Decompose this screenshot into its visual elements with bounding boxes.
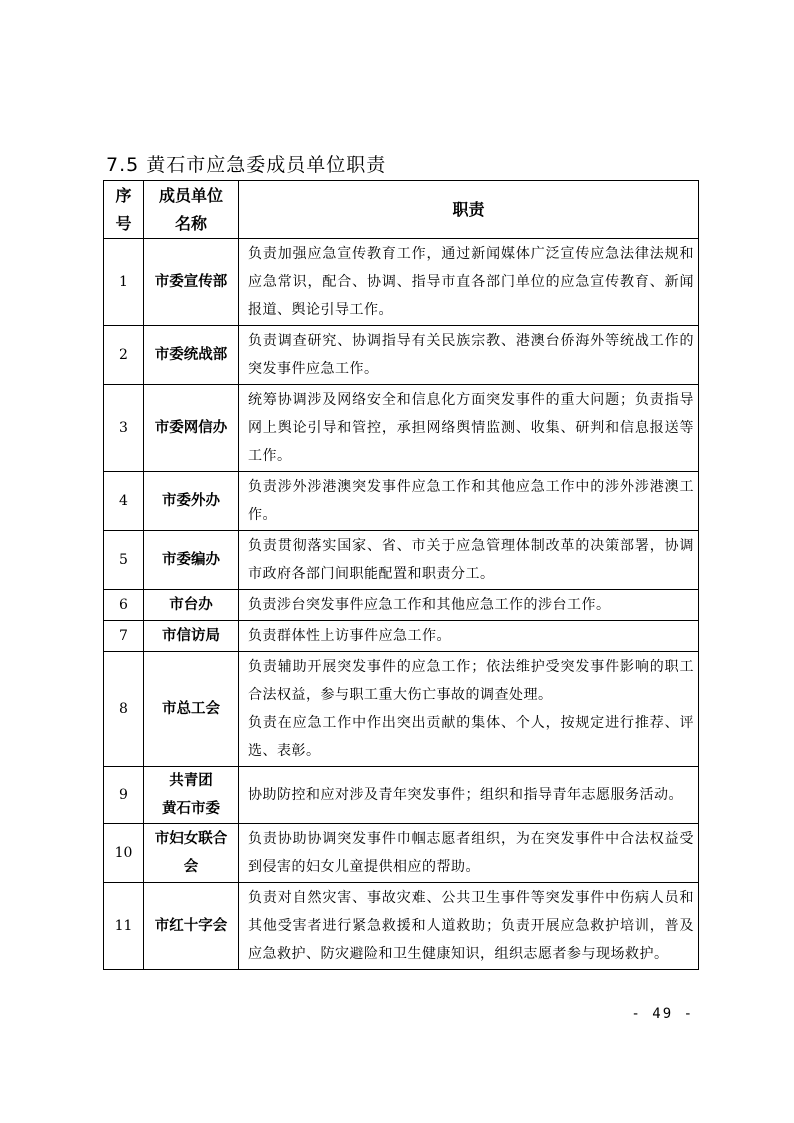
duty-text: [239, 472, 699, 531]
duty-text: [239, 531, 699, 590]
duty-paragraph: 负责调查研究、协调指导有关民族宗教、港澳台侨海外等统战工作的突发事件应急工作。: [248, 333, 694, 377]
table-row: [104, 326, 699, 385]
table-row: [104, 824, 699, 883]
duty-text: [239, 652, 699, 767]
table-row: [104, 652, 699, 767]
row-number: 10: [104, 824, 144, 883]
header-unit-line1: 成员单位: [158, 185, 223, 205]
table-row: [104, 472, 699, 531]
table-row: [104, 621, 699, 652]
duty-paragraph: 负责群体性上访事件应急工作。: [248, 628, 451, 644]
duty-text: [239, 883, 699, 970]
row-number: 9: [104, 767, 144, 824]
duty-paragraph: 负责辅助开展突发事件的应急工作；依法维护受突发事件影响的职工合法权益，参与职工重大伤亡事故的调查处理。: [248, 659, 694, 703]
header-unit: [144, 181, 239, 239]
duty-paragraph: 负责加强应急宣传教育工作，通过新闻媒体广泛宣传应急法律法规和应急常识，配合、协调、指导市直各部门单位的应急宣传教育、新闻报道、舆论引导工作。: [248, 246, 694, 318]
unit-name: 市台办: [144, 590, 239, 621]
row-number: 11: [104, 883, 144, 970]
table-row: [104, 531, 699, 590]
duty-paragraph: 负责协助协调突发事件巾帼志愿者组织，为在突发事件中合法权益受到侵害的妇女儿童提供相应的帮助。: [248, 831, 694, 875]
duty-text: [239, 385, 699, 472]
duty-text: [239, 767, 699, 824]
unit-name: 市委编办: [144, 531, 239, 590]
unit-name: 市委网信办: [144, 385, 239, 472]
row-number: 2: [104, 326, 144, 385]
unit-name: 市委外办: [144, 472, 239, 531]
row-number: 7: [104, 621, 144, 652]
unit-name-line2: 黄石市委: [162, 801, 220, 817]
unit-name: 市委宣传部: [144, 239, 239, 326]
duty-paragraph: 负责涉台突发事件应急工作和其他应急工作的涉台工作。: [248, 597, 611, 613]
unit-name: [144, 767, 239, 824]
row-number: 4: [104, 472, 144, 531]
duty-paragraph: 负责对自然灾害、事故灾难、公共卫生事件等突发事件中伤病人员和其他受害者进行紧急救援和人道救助；负责开展应急救护培训，普及应急救护、防灾避险和卫生健康知识，组织志愿者参与现场救护。: [248, 890, 694, 962]
unit-name-line2: 会: [183, 859, 199, 875]
table-row: [104, 239, 699, 326]
row-number: 8: [104, 652, 144, 767]
unit-name-line1: 共青团: [169, 773, 213, 789]
duty-text: [239, 621, 699, 652]
unit-name: 市总工会: [144, 652, 239, 767]
unit-name: 市信访局: [144, 621, 239, 652]
section-title: [106, 150, 386, 177]
duty-paragraph: 协助防控和应对涉及青年突发事件；组织和指导青年志愿服务活动。: [248, 787, 683, 803]
row-number: 5: [104, 531, 144, 590]
table-row: [104, 883, 699, 970]
duty-text: [239, 590, 699, 621]
duty-paragraph: 负责贯彻落实国家、省、市关于应急管理体制改革的决策部署，协调市政府各部门间职能配置和职责分工。: [248, 538, 694, 582]
duty-paragraph: 负责在应急工作中作出突出贡献的集体、个人，按规定进行推荐、评选、表彰。: [248, 715, 694, 759]
section-title-text: 黄石市应急委成员单位职责: [146, 154, 387, 176]
duty-text: [239, 239, 699, 326]
header-seq: [104, 181, 144, 239]
header-duty: 职责: [239, 181, 699, 239]
section-number: 7.5: [106, 154, 140, 176]
row-number: 3: [104, 385, 144, 472]
duty-paragraph: 负责涉外涉港澳突发事件应急工作和其他应急工作中的涉外涉港澳工作。: [248, 479, 694, 523]
table-row: [104, 590, 699, 621]
table-row: [104, 385, 699, 472]
unit-name: 市红十字会: [144, 883, 239, 970]
duty-text: [239, 824, 699, 883]
header-seq-line2: 号: [115, 213, 132, 233]
unit-name: 市委统战部: [144, 326, 239, 385]
unit-name-line1: 市妇女联合: [154, 831, 228, 847]
header-seq-line1: 序: [115, 185, 132, 205]
header-unit-line2: 名称: [174, 213, 207, 233]
table-row: [104, 767, 699, 824]
row-number: 1: [104, 239, 144, 326]
duty-paragraph: 统筹协调涉及网络安全和信息化方面突发事件的重大问题；负责指导网上舆论引导和管控，承担网络舆情监测、收集、研判和信息报送等工作。: [248, 392, 694, 464]
member-unit-duties-table: [103, 180, 699, 970]
duty-text: [239, 326, 699, 385]
table-header-row: [104, 181, 699, 239]
row-number: 6: [104, 590, 144, 621]
unit-name: [144, 824, 239, 883]
page-number: - 49 -: [631, 1006, 694, 1022]
